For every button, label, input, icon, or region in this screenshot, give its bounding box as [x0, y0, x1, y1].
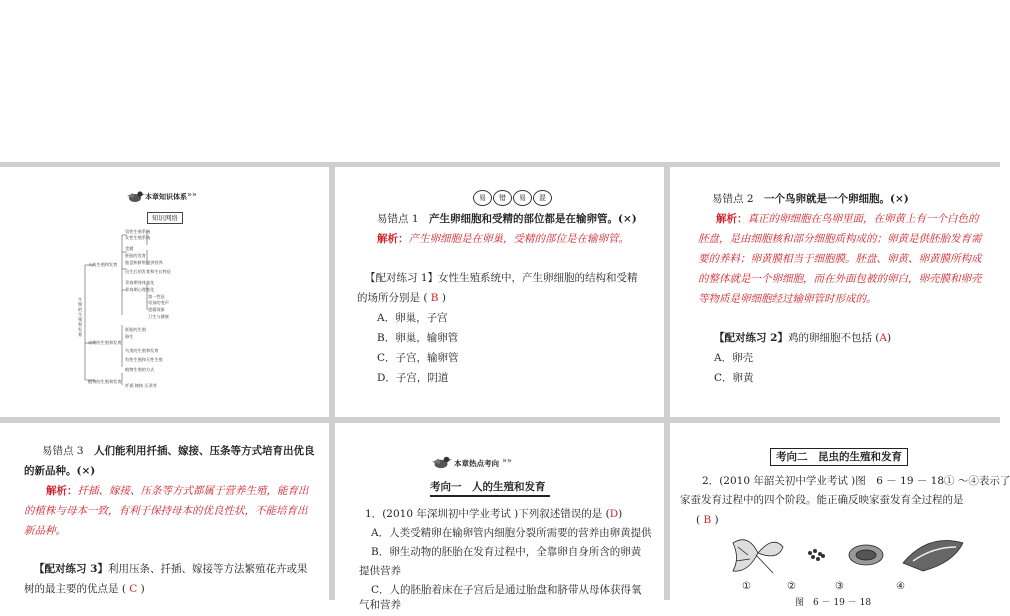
analysis-text: 要的养料；卵黄膜相当于细胞膜。胚盘、卵黄、卵黄膜所构成: [698, 253, 982, 265]
point-label: 易错点 1: [377, 213, 419, 225]
option[interactable]: B．卵生动物的胚胎在发育过程中，全靠卵自身所含的卵黄: [371, 546, 642, 558]
section-title: 考向二 昆虫的生殖和发育: [770, 448, 908, 466]
question-text: 家蚕发育过程中的四个阶段。能正确反映家蚕发育全过程的是: [680, 494, 964, 506]
leaf: 卵生: [125, 334, 134, 339]
slide-grid: [0, 162, 1010, 611]
point-label: 易错点 2: [712, 193, 754, 205]
exercise-label: 【配对练习 3】: [34, 563, 108, 575]
leaf: 有性生殖和无性生殖: [125, 357, 163, 362]
question-source: (2010 年韶关初中学业考试 ): [719, 475, 856, 487]
point-line: [42, 442, 315, 462]
leaf: 男孩的变声: [148, 300, 169, 305]
tag-char: 易: [473, 190, 492, 206]
chapter-banner: [125, 187, 215, 207]
analysis-text: 的植株与母本一致，有利于保持母本的优良性状，不能培育出: [24, 505, 308, 517]
point-text: 的新品种。(×): [24, 465, 96, 477]
leaf: 胎盘和脐带提供营养: [125, 260, 163, 265]
analysis-text: 胚盘，是由细胞核和部分细胞质构成的；卵黄是供胚胎发育需: [698, 233, 982, 245]
stage-label: ③: [835, 581, 844, 592]
tag-char: 混: [533, 190, 552, 206]
answer: D: [609, 508, 619, 520]
analysis-label: 解析：: [716, 213, 748, 225]
question-text: 利用压条、扦插、嫁接等方法繁殖花卉或果: [107, 563, 308, 575]
figure-caption: 图 6 － 19 － 18: [795, 598, 872, 608]
banner-title: 本章知识体系: [145, 192, 187, 201]
point-text: 一个鸟卵就是一个卵细胞。(×): [764, 193, 909, 205]
point-text: 人们能利用扦插、嫁接、压条等方式培育出优良: [94, 445, 315, 457]
slide-error-point-1[interactable]: [335, 167, 664, 417]
section-title: 考向一 人的生殖和发育: [430, 479, 550, 497]
slide-knowledge-map[interactable]: [0, 167, 329, 417]
leaf: 扦插 嫁接 压条等: [125, 383, 157, 388]
question-text: 的场所分别是 (: [357, 292, 428, 304]
leaf: 青春期心理变化: [125, 287, 155, 292]
question-line-2: [24, 580, 145, 600]
option[interactable]: B．卵巢，输卵管: [377, 332, 459, 344]
top-blank-area: [0, 0, 1000, 162]
paren: ): [140, 583, 145, 595]
root-label: 生物的生殖和发育: [78, 297, 83, 337]
analysis-line: [716, 210, 979, 230]
slide-error-point-2[interactable]: [670, 167, 1000, 417]
chevron-right-icon: »»: [187, 190, 197, 199]
analysis-text: 扦插、嫁接、压条等方式都属于营养生殖，能育出: [77, 485, 309, 497]
leaf: 受精: [125, 246, 134, 251]
stage-label: ②: [787, 581, 796, 592]
bird-icon: [125, 187, 145, 207]
leaf: 胚胎的发育: [125, 253, 146, 258]
option[interactable]: C．人的胚胎着床在子宫后是通过胎盘和脐带从母体获得氧: [371, 584, 642, 596]
answer-line: [696, 511, 719, 531]
slide-error-point-3[interactable]: [0, 423, 329, 600]
analysis-text: 等物质是卵细胞经过输卵管时形成的。: [698, 293, 877, 305]
question-text: 鸡的卵细胞不包括 (: [787, 332, 880, 344]
point-label: 易错点 3: [42, 445, 84, 457]
question-line-2: [357, 289, 446, 309]
option[interactable]: A．卵巢，子宫: [377, 312, 448, 324]
analysis-text: 产生卵细胞是在卵巢，受精的部位是在输卵管。: [408, 233, 629, 245]
answer: B: [703, 514, 712, 526]
tag-char: 易: [513, 190, 532, 206]
analysis-text: 的整体就是一个卵细胞，而在外面包被的卵白，卵壳膜和卵壳: [698, 273, 982, 285]
point-text: 产生卵细胞和受精的部位都是在输卵管。(×): [429, 213, 637, 225]
answer: B: [430, 292, 439, 304]
leaf: 第一性征: [148, 294, 165, 299]
exercise-line: [365, 269, 638, 289]
paren: ): [618, 508, 623, 520]
exercise-label: 【配对练习 2】: [714, 332, 788, 344]
exercise-line: [34, 560, 307, 580]
slide-hot-topic-1[interactable]: [335, 423, 664, 611]
option[interactable]: C．子宫，输卵管: [377, 352, 459, 364]
analysis-label: 解析：: [377, 233, 409, 245]
leaf: 植物生殖的方式: [125, 367, 155, 372]
option[interactable]: C．卵黄: [714, 372, 754, 384]
option[interactable]: D．子宫，阴道: [377, 372, 449, 384]
chapter-banner: [430, 452, 560, 474]
question-text: 图 6 － 19 － 18① ～④表示了: [855, 475, 1010, 487]
question-text: 树的最主要的优点是 (: [24, 583, 126, 595]
analysis-line: [46, 482, 309, 502]
question-line: [702, 472, 1010, 492]
point-line: [712, 190, 909, 210]
leaf: 遗精现象: [148, 307, 165, 312]
leaf: 卫生与健康: [148, 314, 169, 319]
analysis-label: 解析：: [46, 485, 78, 497]
cocoon-icon: [849, 545, 883, 565]
option[interactable]: A．人类受精卵在输卵管内细胞分裂所需要的营养由卵黄提供: [371, 527, 652, 539]
paren: ): [887, 332, 892, 344]
analysis-text: 新品种。: [24, 525, 66, 537]
leaf: 青春期身体变化: [125, 280, 155, 285]
paren: ): [441, 292, 446, 304]
option: 气和营养: [359, 599, 401, 611]
eggs-icon: [808, 549, 825, 561]
bird-icon: [430, 452, 452, 474]
silkworm-figure: [728, 533, 968, 588]
question-number: 2．: [702, 475, 720, 487]
answer: A: [879, 332, 887, 344]
exercise-line: [714, 329, 891, 349]
moth-icon: [733, 540, 783, 573]
branch-human: 人的生殖和发育: [88, 262, 118, 267]
leaf: 女性生殖系统: [125, 235, 151, 240]
paren: (: [696, 514, 701, 526]
slide-hot-topic-2[interactable]: [670, 423, 1010, 608]
stage-label: ④: [896, 581, 905, 592]
option: 提供营养: [359, 565, 401, 577]
point-line: [377, 210, 637, 230]
branch-plant: 植物的生殖和发育: [88, 379, 122, 384]
analysis-line: [377, 230, 629, 250]
answer: C: [129, 583, 138, 595]
option[interactable]: A．卵壳: [714, 352, 754, 364]
exercise-label: 【配对练习 1】: [365, 272, 439, 284]
leaf: 出生后的发育和生长特征: [125, 269, 172, 274]
error-tag: [473, 190, 553, 206]
mindmap-lines: [75, 225, 255, 395]
branch-animal: 动物的生殖和发育: [88, 340, 122, 345]
banner-title: 本章热点考向: [454, 459, 499, 468]
leaf: 男性生殖系统: [125, 229, 151, 234]
tag-char: 错: [493, 190, 512, 206]
chevron-right-icon: »»: [502, 456, 512, 465]
question-line: [365, 505, 622, 525]
box-title: 知识网络: [147, 212, 183, 224]
leaf: 鸟类的生殖和发育: [125, 348, 159, 353]
question-source: (2010 年深圳初中学业考试 ): [382, 508, 519, 520]
analysis-text: 真正的卵细胞在鸟卵里面，在卵黄上有一个白色的: [747, 213, 979, 225]
question-text: 女性生殖系统中，产生卵细胞的结构和受精: [438, 272, 638, 284]
question-text: 下列叙述错误的是 (: [518, 508, 610, 520]
leaf: 胚胎的生殖: [125, 327, 146, 332]
larva-icon: [903, 541, 963, 572]
stage-label: ①: [742, 581, 751, 592]
question-number: 1．: [365, 508, 383, 520]
paren: ): [714, 514, 719, 526]
